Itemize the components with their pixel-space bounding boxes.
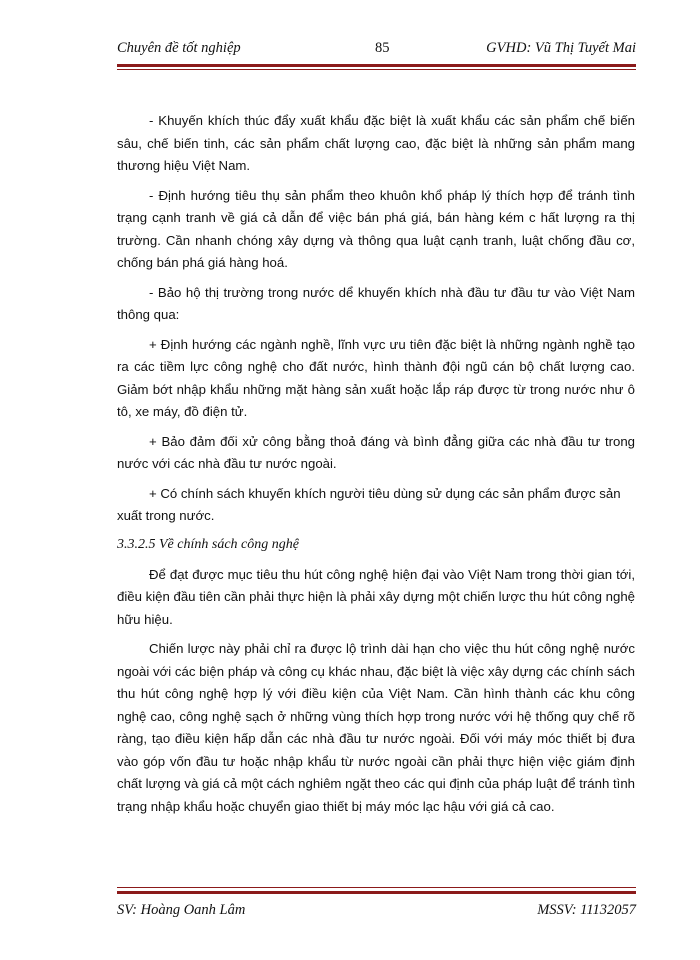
paragraph-technology-strategy: Chiến lược này phải chỉ ra được lộ trình dài hạn cho việc thu hút công nghệ nước ngoài với các biện pháp và công cụ khác nhau, đặc biệt là việc xây dựng các chính sách thu hút công nghệ hợp lý với điều kiện của Việt Nam. Cần hình thành các khu công nghệ cao, công nghệ sạch ở những vùng thích hợp trong nước với hệ thống quy chế rõ ràng, tạo điều kiện hấp dẫn các nhà đầu tư nước ngoài. Đối với máy móc thiết bị đưa vào góp vốn đầu tư hoặc nhập khẩu từ nước ngoài cần phải thực hiện việc giám định chất lượng và giá cả một cách nghiêm ngặt theo các qui định của pháp luật để tránh tình trạng nhập khẩu hoặc chuyển giao thiết bị máy móc lạc hậu với giá cả cao. xyxy=(117,641,635,814)
header-advisor: GVHD: Vũ Thị Tuyết Mai xyxy=(486,40,636,56)
footer-student-id: MSSV: 11132057 xyxy=(537,902,636,918)
page-footer xyxy=(117,902,636,924)
page-body xyxy=(117,110,635,825)
paragraph-industries: + Định hướng các ngành nghề, lĩnh vực ưu tiên đặc biệt là những ngành nghề tạo ra các tiềm lực công nghệ cho đất nước, hình thành đội ngũ cán bộ chất lượng cao. Giảm bớt nhập khẩu những mặt hàng sản xuất hoặc lắp ráp được từ trong nước như ô tô, xe máy, đồ điện tử. xyxy=(117,336,635,419)
paragraph-protection: - Bảo hộ thị trường trong nước dể khuyến khích nhà đầu tư đầu tư vào Việt Nam thông qua: xyxy=(117,284,635,322)
footer-student: SV: Hoàng Oanh Lâm xyxy=(117,902,246,918)
section-heading: 3.3.2.5 Về chính sách công nghệ xyxy=(117,536,299,552)
footer-rule-thick xyxy=(117,891,636,894)
header-rule-thick xyxy=(117,64,636,67)
paragraph-technology-goal: Để đạt được mục tiêu thu hút công nghệ hiện đại vào Việt Nam trong thời gian tới, điều kiện đầu tiên cần phải thực hiện là phải xây dựng một chiến lược thu hút công nghệ hữu hiệu. xyxy=(117,566,635,627)
paragraph-fair-treatment: + Bảo đảm đối xử công bằng thoả đáng và bình đẳng giữa các nhà đầu tư trong nước với các nhà đầu tư nước ngoài. xyxy=(117,433,635,471)
footer-rule-thin xyxy=(117,887,636,888)
paragraph-consumption: - Định hướng tiêu thụ sản phẩm theo khuôn khổ pháp lý thích hợp để tránh tình trạng cạnh tranh về giá cả dẫn để việc bán phá giá, bán hàng kém c hất lượng ra thị trường. Cần nhanh chóng xây dựng và thông qua luật cạnh tranh, luật chống đầu cơ, chống bán phá giá hàng hoá. xyxy=(117,187,635,270)
header-title: Chuyên đề tốt nghiệp xyxy=(117,40,241,56)
page-number: 85 xyxy=(375,40,390,56)
header-rule-thin xyxy=(117,69,636,70)
paragraph-export: - Khuyến khích thúc đẩy xuất khẩu đặc biệt là xuất khẩu các sản phẩm chế biến sâu, chế biến tinh, các sản phẩm chất lượng cao, đặc biệt là những sản phẩm mang thương hiệu Việt Nam. xyxy=(117,113,635,173)
page-header xyxy=(117,38,636,60)
paragraph-domestic-consumption: + Có chính sách khuyến khích người tiêu dùng sử dụng các sản phẩm được sản xuất trong nước. xyxy=(117,485,621,523)
